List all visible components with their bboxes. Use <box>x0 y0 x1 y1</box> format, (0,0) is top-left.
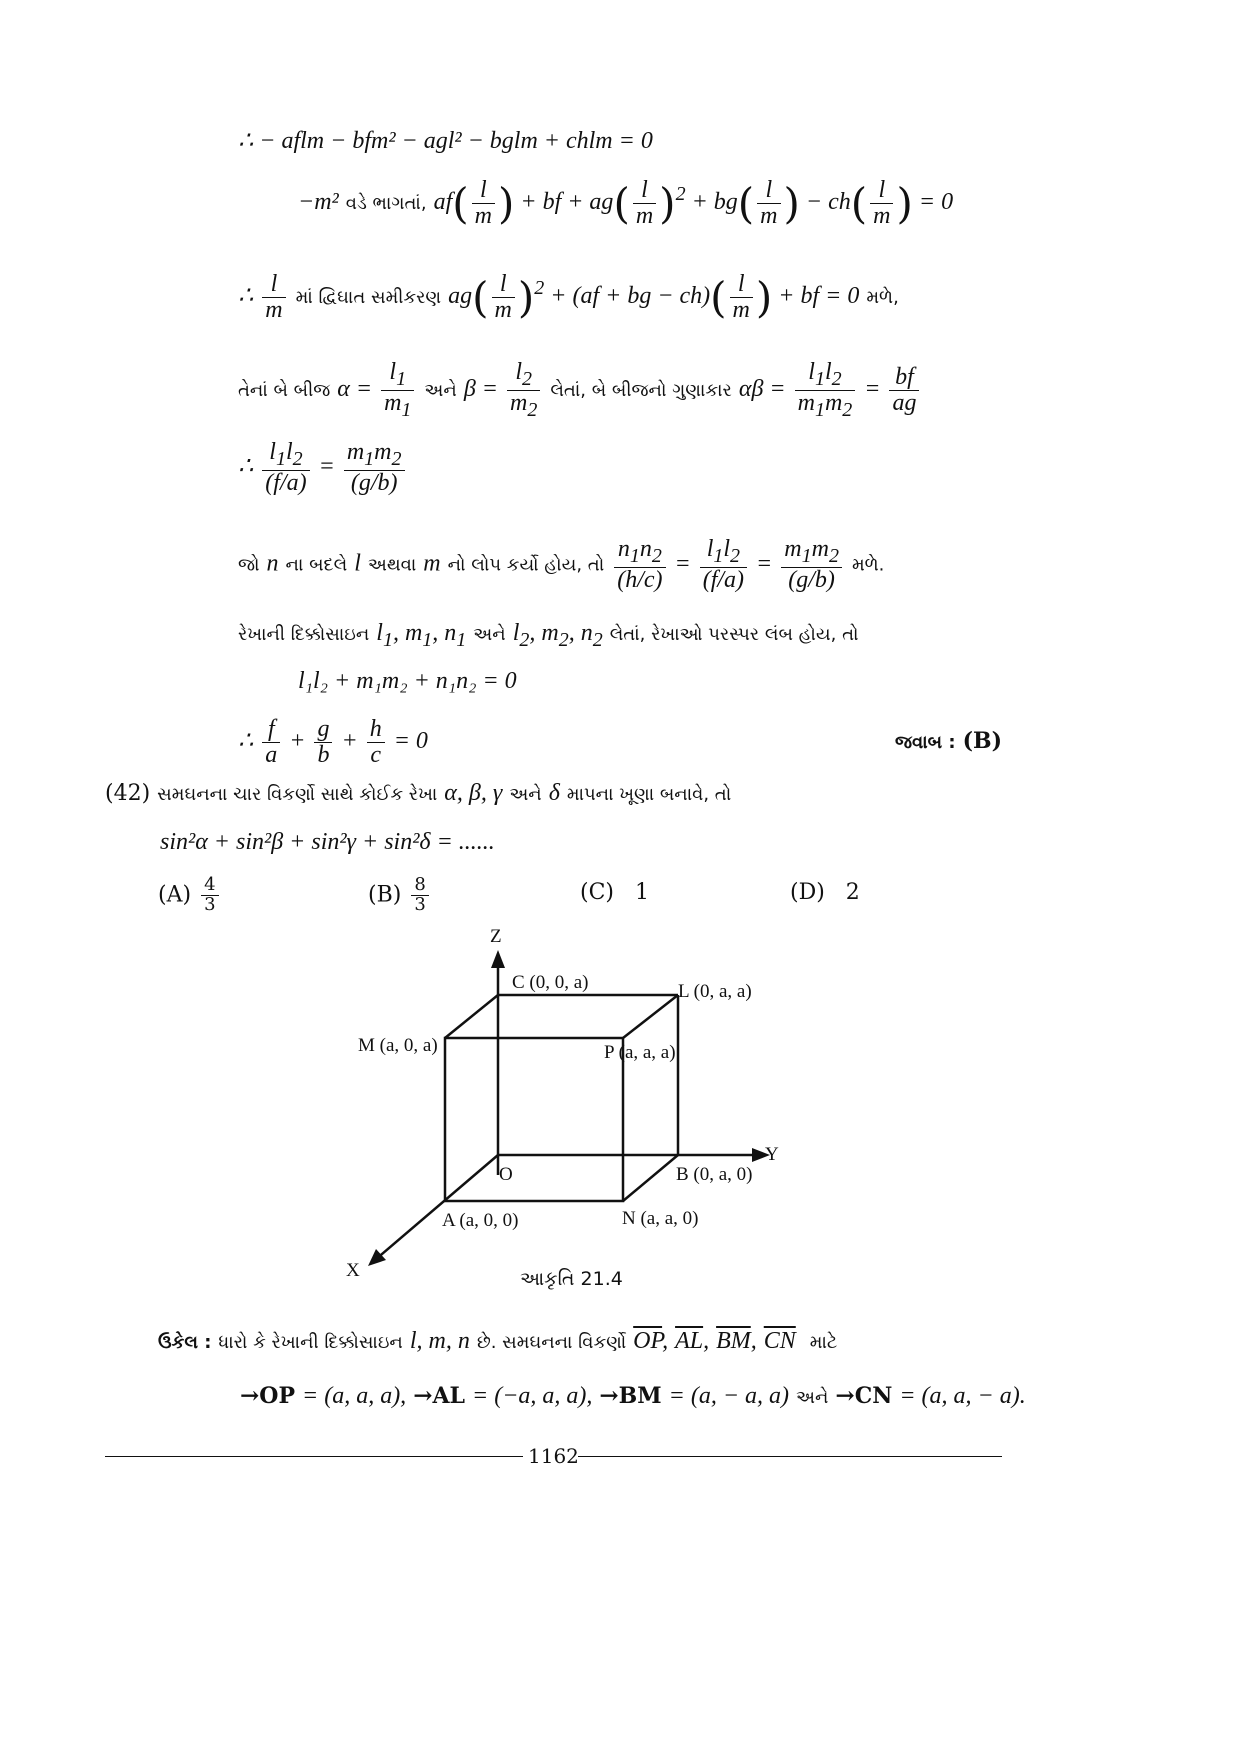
equation-line-1: ∴ − aflm − bfm² − agl² − bglm + chlm = 0 <box>238 128 653 154</box>
x-axis-label: X <box>346 1260 360 1281</box>
point-n: N (a, a, 0) <box>622 1208 699 1229</box>
equation-line-7: રેખાની દિક્કોસાઇન $l_1$, $m_1$, $n_1$ અને $l_2$, $m_2$, $n_2$ લેતાં, રેખાઓ પરસ્પર લંબ હોય, તો <box>238 620 859 651</box>
equation-line-8: l₁l₂ + m₁m₂ + n₁n₂ = 0 <box>298 668 517 694</box>
option-c: (C) 1 <box>580 880 649 905</box>
solution-line-2: →OP = (a, a, a), →AL = (−a, a, a), →BM = (a, − a, a) અને →CN = (a, a, − a). <box>240 1382 1026 1409</box>
point-l: L (0, a, a) <box>678 981 752 1002</box>
y-axis-label: Y <box>765 1144 779 1165</box>
footer-rule-left <box>105 1456 523 1457</box>
point-p: P (a, a, a) <box>604 1042 676 1063</box>
page-number: 1162 <box>528 1444 579 1468</box>
point-c: C (0, 0, a) <box>512 972 589 993</box>
question-42: (42) સમઘનના ચાર વિકર્ણો સાથે કોઈક રેખા α, β, γ અને δ માપના ખૂણા બનાવે, તો <box>105 780 732 806</box>
z-axis-arrow <box>491 950 505 968</box>
option-a: (A) $\frac{4}{3}$ <box>158 876 222 915</box>
equation-line-2: −m² વડે ભાગતાં, af( $\frac{l}{m}$ ) + bf + ag( $\frac{l}{m}$ )$^2$ + bg( $\frac{l}{m}$ ) − ch( $\frac{l}{m}$ ) = 0 <box>298 177 954 230</box>
equation-line-9: ∴ $\frac{f}{a}$ + $\frac{g}{b}$ + $\frac{h}{c}$ = 0 <box>238 716 428 769</box>
option-b: (B) $\frac{8}{3}$ <box>368 876 432 915</box>
z-axis-label: Z <box>490 926 502 947</box>
question-number: (42) <box>105 781 151 806</box>
equation-line-6: જો n ના બદલે l અથવા m નો લોપ કર્યો હોય, તો $\frac{n_1n_2}{(h/c)}$ = $\frac{l_1l_2}{(f/a)}$ = $\frac{m_1m_2}{(g/b)}$ મળે. <box>238 536 885 593</box>
question-expression: sin²α + sin²β + sin²γ + sin²δ = ...... <box>160 829 495 855</box>
footer-rule-right <box>578 1456 1002 1457</box>
figure-caption: આકૃતિ 21.4 <box>520 1268 623 1290</box>
cube-figure <box>330 920 810 1300</box>
solution-line-1: ઉકેલ : ધારો કે રેખાની દિક્કોસાઇન l, m, n છે. સમઘનના વિકર્ણો $\overline{OP}$, $\overline{AL}$, $\overline{BM}$, $\overline{CN}$ માટે <box>158 1328 838 1354</box>
equation-line-3: ∴ $\frac{l}{m}$ માં દ્વિઘાત સમીકરણ ag( $\frac{l}{m}$ )$^2$ + (af + bg − ch)( $\frac{l}{m}$ ) + bf = 0 મળે, <box>238 271 899 324</box>
x-axis <box>375 1155 498 1260</box>
point-m: M (a, 0, a) <box>358 1035 438 1056</box>
point-a: A (a, 0, 0) <box>442 1210 519 1231</box>
point-o: O <box>499 1164 513 1185</box>
solution-label: ઉકેલ : <box>158 1332 212 1353</box>
option-d: (D) 2 <box>790 880 860 905</box>
equation-line-5: ∴ $\frac{l_1l_2}{(f/a)}$ = $\frac{m_1m_2}{(g/b)}$ <box>238 440 408 496</box>
answer: જવાબ : (B) <box>895 728 1002 754</box>
equation-line-4: તેનાં બે બીજ α = $\frac{l_1}{m_1}$ અને β = $\frac{l_2}{m_2}$ લેતાં, બે બીજનો ગુણાકાર αβ = $\frac{l_1l_2}{m_1m_2}$ = $\frac{bf}{ag}$ <box>238 360 922 421</box>
point-b: B (0, a, 0) <box>676 1164 753 1185</box>
